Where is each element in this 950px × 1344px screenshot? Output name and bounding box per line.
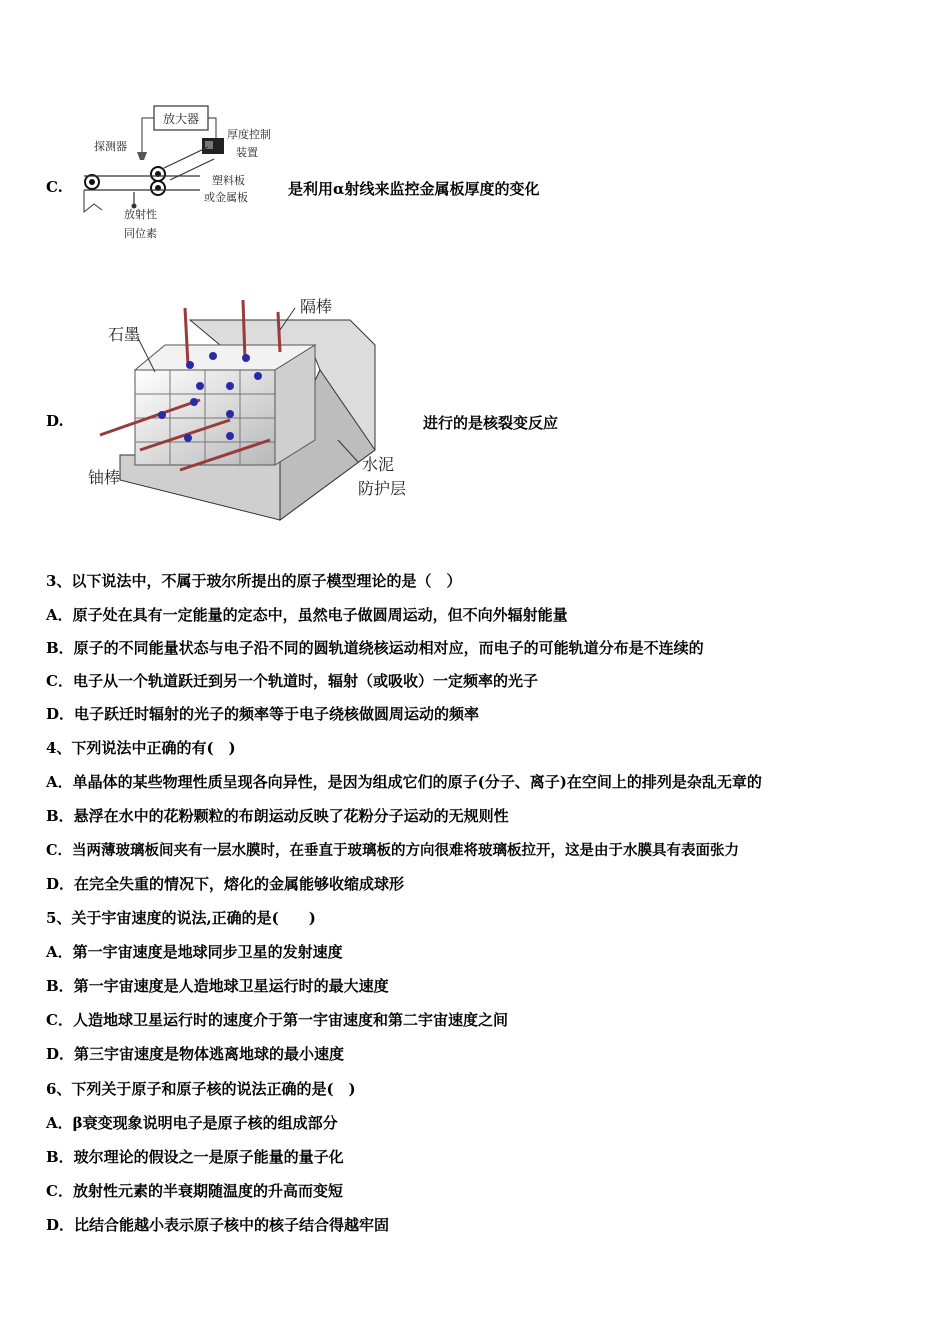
isotope-label-2: 同位素 [124,227,157,240]
q3-option-a: A．原子处在具有一定能量的定态中，虽然电子做圆周运动，但不向外辐射能量 [46,606,568,624]
q3-option-b: B．原子的不同能量状态与电子沿不同的圆轨道绕核运动相对应，而电子的可能轨道分布是不连续的 [46,639,704,657]
q3-option-c: C．电子从一个轨道跃迁到另一个轨道时，辐射（或吸收）一定频率的光子 [46,672,538,690]
thickness-monitor-figure [80,100,290,250]
thickness-control-label-1: 厚度控制 [227,128,271,141]
q4-option-c: C．当两薄玻璃板间夹有一层水膜时，在垂直于玻璃板的方向很难将玻璃板拉开，这是由于水膜具有表面张力 [46,842,740,859]
q6-stem: 6、下列关于原子和原子核的说法正确的是( ) [46,1080,356,1098]
q4-option-d: D．在完全失重的情况下，熔化的金属能够收缩成球形 [46,875,405,893]
q5-stem: 5、关于宇宙速度的说法,正确的是( ) [46,909,316,927]
q6-option-a: A．β衰变现象说明电子是原子核的组成部分 [46,1114,338,1132]
q5-option-c: C．人造地球卫星运行时的速度介于第一宇宙速度和第二宇宙速度之间 [46,1011,508,1029]
q5-option-a: A．第一宇宙速度是地球同步卫星的发射速度 [46,943,343,961]
uranium-rod-label: 铀棒 [88,468,121,487]
q4-option-a: A．单晶体的某些物理性质呈现各向异性，是因为组成它们的原子(分子、离子)在空间上的排列是杂乱无章的 [46,773,762,791]
isotope-label-1: 放射性 [124,208,157,221]
option-d-letter: D. [46,412,64,430]
graphite-label: 石墨 [108,325,141,344]
q4-option-b: B．悬浮在水中的花粉颗粒的布朗运动反映了花粉分子运动的无规则性 [46,807,509,825]
plate-label-2: 或金属板 [204,191,248,204]
detector-label: 探测器 [94,140,127,153]
plate-label-1: 塑料板 [212,174,245,187]
option-c-statement: 是利用α射线来监控金属板厚度的变化 [288,180,540,198]
q6-option-b: B．玻尔理论的假设之一是原子能量的量子化 [46,1148,344,1166]
detector-shape [137,152,147,160]
amplifier-label: 放大器 [162,112,200,126]
q6-option-d: D．比结合能越小表示原子核中的核子结合得越牢固 [46,1216,390,1234]
graphite-blocks [135,345,315,465]
q5-option-d: D．第三宇宙速度是物体逃离地球的最小速度 [46,1045,345,1063]
cement-label-1: 水泥 [362,455,395,474]
thickness-control-label-2: 装置 [236,146,258,159]
cement-label-2: 防护层 [358,479,407,498]
q5-option-b: B．第一宇宙速度是人造地球卫星运行时的最大速度 [46,977,389,995]
q4-stem: 4、下列说法中正确的有( ) [46,739,236,757]
q3-stem: 3、以下说法中，不属于玻尔所提出的原子模型理论的是（ ） [46,572,462,590]
q6-option-c: C．放射性元素的半衰期随温度的升高而变短 [46,1182,343,1200]
option-d-statement: 进行的是核裂变反应 [423,414,559,432]
nuclear-reactor-figure [80,290,425,525]
option-c-letter: C. [46,178,63,196]
separator-rod-label: 隔棒 [300,297,333,316]
q3-option-d: D．电子跃迁时辐射的光子的频率等于电子绕核做圆周运动的频率 [46,705,480,723]
